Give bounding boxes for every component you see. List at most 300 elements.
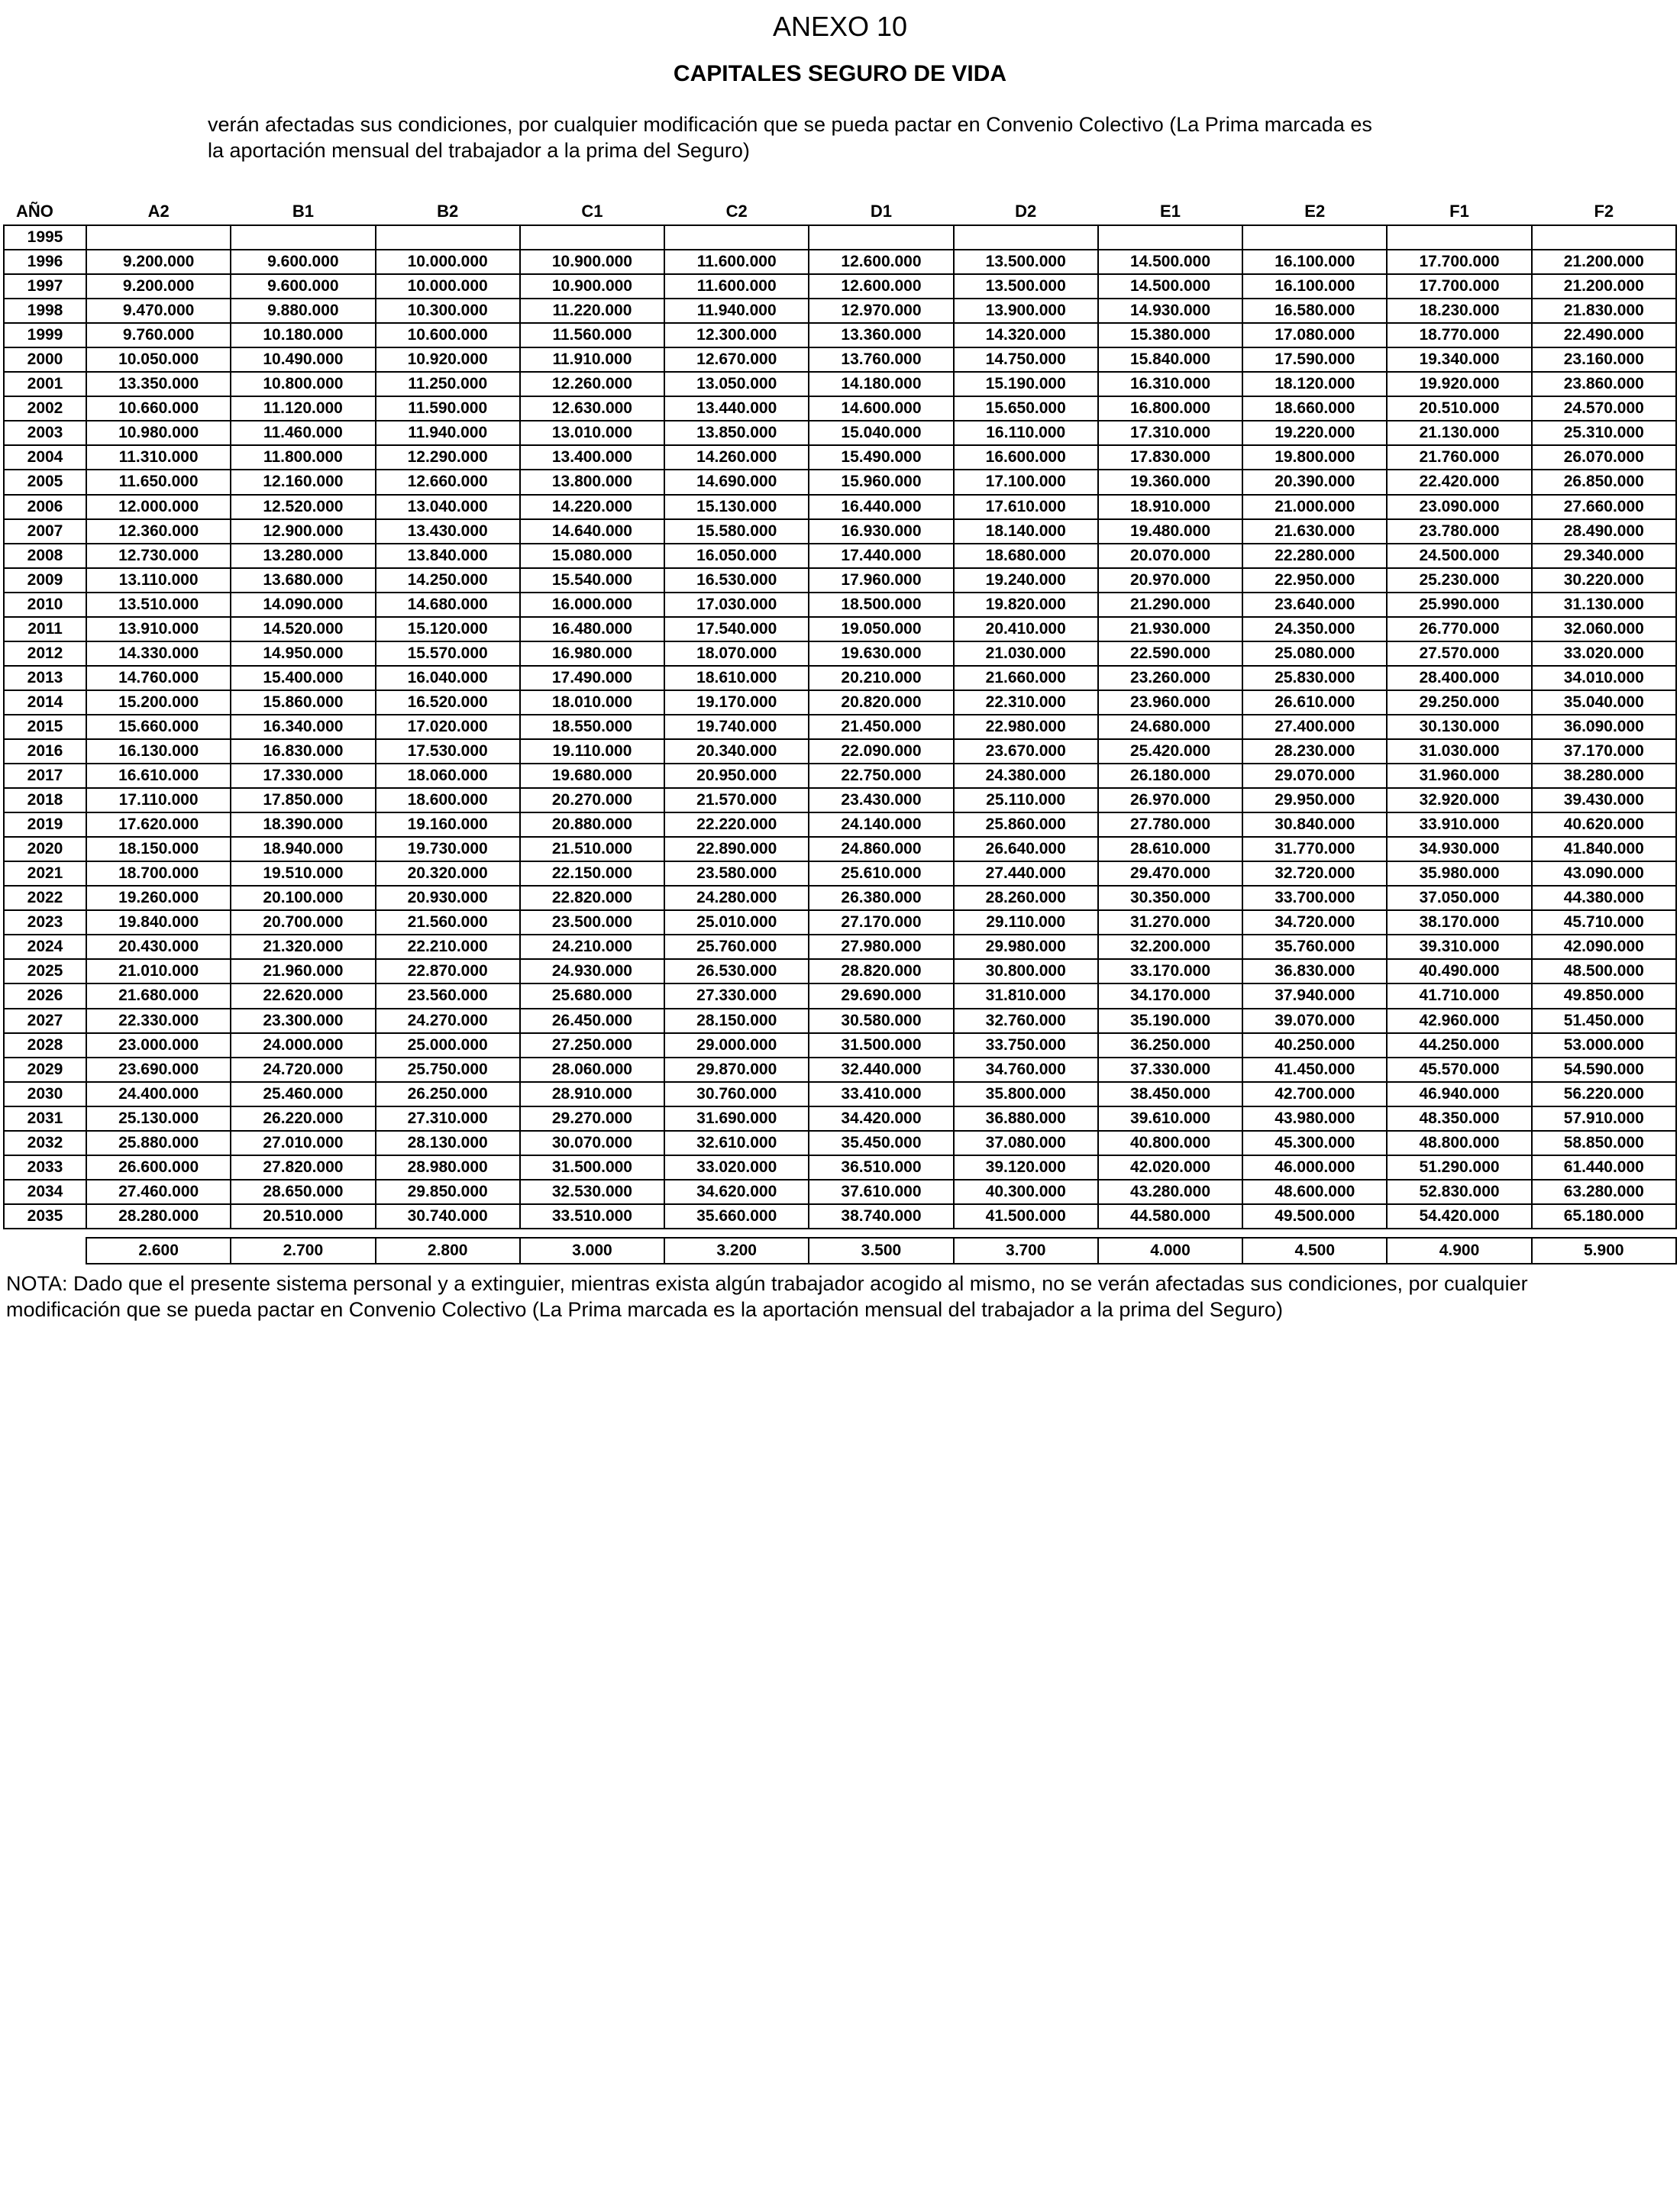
capital-cell: 15.580.000 [664,519,809,544]
capital-cell: 58.850.000 [1532,1131,1676,1155]
capital-cell: 10.000.000 [376,250,520,274]
capital-cell: 16.440.000 [809,495,953,519]
capital-cell: 25.010.000 [664,910,809,935]
year-cell: 2015 [4,715,86,739]
capital-cell: 11.650.000 [86,470,231,494]
capital-cell: 48.800.000 [1387,1131,1531,1155]
capital-cell: 19.820.000 [954,593,1098,617]
capital-cell: 13.050.000 [664,372,809,396]
header-category: E1 [1160,202,1181,221]
capital-cell: 30.740.000 [376,1204,520,1229]
capital-cell: 22.980.000 [954,715,1098,739]
gap-cell [520,1229,664,1238]
capital-cell: 40.620.000 [1532,812,1676,837]
capital-cell: 17.330.000 [231,764,375,788]
capital-cell: 12.970.000 [809,299,953,323]
capital-cell: 29.870.000 [664,1058,809,1082]
capital-cell: 18.390.000 [231,812,375,837]
gap-cell [86,1229,231,1238]
table-row [4,1155,1676,1180]
capital-cell: 24.210.000 [520,935,664,959]
capital-cell: 17.700.000 [1387,274,1531,299]
capital-cell: 18.680.000 [954,544,1098,568]
capital-cell: 12.730.000 [86,544,231,568]
gap-cell [1098,1229,1242,1238]
capital-cell: 22.150.000 [520,861,664,886]
capital-cell: 10.900.000 [520,274,664,299]
capital-cell: 19.050.000 [809,617,953,641]
capital-cell: 12.160.000 [231,470,375,494]
capital-cell: 26.850.000 [1532,470,1676,494]
capital-cell: 19.340.000 [1387,347,1531,372]
gap-cell [231,1229,375,1238]
capital-cell: 16.980.000 [520,641,664,666]
capital-cell: 25.000.000 [376,1033,520,1058]
header-category: D2 [1015,202,1037,221]
capital-cell: 12.290.000 [376,445,520,470]
header-category: E2 [1304,202,1326,221]
capital-cell: 14.520.000 [231,617,375,641]
capital-cell: 10.600.000 [376,323,520,347]
capital-cell: 20.210.000 [809,666,953,690]
capital-cell: 13.500.000 [954,250,1098,274]
capital-cell: 14.500.000 [1098,274,1242,299]
intro-paragraph [208,111,1506,163]
capital-cell: 20.510.000 [231,1204,375,1229]
capital-cell: 27.010.000 [231,1131,375,1155]
capital-cell: 43.280.000 [1098,1180,1242,1204]
capital-cell: 28.400.000 [1387,666,1531,690]
capital-cell: 35.450.000 [809,1131,953,1155]
capital-cell: 20.510.000 [1387,396,1531,421]
capital-cell: 17.110.000 [86,788,231,812]
year-cell: 2000 [4,347,86,372]
capital-cell: 40.800.000 [1098,1131,1242,1155]
capital-cell: 17.440.000 [809,544,953,568]
capital-cell: 14.260.000 [664,445,809,470]
capital-cell: 44.580.000 [1098,1204,1242,1229]
capital-cell: 32.440.000 [809,1058,953,1082]
capital-cell: 37.170.000 [1532,739,1676,764]
capital-cell: 51.450.000 [1532,1009,1676,1033]
prima-cell: 4.900 [1387,1238,1531,1264]
capital-cell: 41.450.000 [1242,1058,1387,1082]
table-row [4,764,1676,788]
capital-cell: 42.960.000 [1387,1009,1531,1033]
capital-cell: 30.580.000 [809,1009,953,1033]
table-row [4,396,1676,421]
capital-cell: 30.760.000 [664,1082,809,1106]
capital-cell: 28.650.000 [231,1180,375,1204]
capital-cell: 35.660.000 [664,1204,809,1229]
capital-cell: 22.950.000 [1242,568,1387,593]
capital-cell: 20.070.000 [1098,544,1242,568]
capital-cell: 15.650.000 [954,396,1098,421]
gap-cell [1242,1229,1387,1238]
capital-cell: 41.710.000 [1387,983,1531,1008]
capital-cell: 17.540.000 [664,617,809,641]
table-row [4,519,1676,544]
capital-cell: 28.130.000 [376,1131,520,1155]
capital-cell: 29.000.000 [664,1033,809,1058]
prima-cell: 2.600 [86,1238,231,1264]
capital-cell: 18.230.000 [1387,299,1531,323]
gap-cell [376,1229,520,1238]
capital-cell: 49.500.000 [1242,1204,1387,1229]
capital-cell: 21.030.000 [954,641,1098,666]
capital-cell: 18.550.000 [520,715,664,739]
table-row [4,347,1676,372]
capital-cell: 15.960.000 [809,470,953,494]
capital-cell: 9.600.000 [231,274,375,299]
capital-cell: 15.130.000 [664,495,809,519]
capital-cell: 15.120.000 [376,617,520,641]
capital-cell: 11.310.000 [86,445,231,470]
capital-cell: 11.590.000 [376,396,520,421]
capital-cell: 35.980.000 [1387,861,1531,886]
capital-cell: 54.590.000 [1532,1058,1676,1082]
capital-cell: 9.200.000 [86,274,231,299]
year-cell: 2033 [4,1155,86,1180]
capital-cell: 15.380.000 [1098,323,1242,347]
capital-cell: 23.560.000 [376,983,520,1008]
capital-cell: 13.760.000 [809,347,953,372]
capital-cell: 13.800.000 [520,470,664,494]
capital-cell: 20.390.000 [1242,470,1387,494]
capital-cell: 15.570.000 [376,641,520,666]
capital-cell: 15.040.000 [809,421,953,445]
capital-cell: 19.800.000 [1242,445,1387,470]
capital-cell: 24.270.000 [376,1009,520,1033]
capital-cell: 26.450.000 [520,1009,664,1033]
year-cell: 2006 [4,495,86,519]
capital-cell: 11.600.000 [664,250,809,274]
header-category: F1 [1449,202,1469,221]
capital-cell: 25.130.000 [86,1106,231,1131]
capital-cell: 9.200.000 [86,250,231,274]
capital-cell: 30.800.000 [954,959,1098,983]
table-row [4,886,1676,910]
year-cell: 1996 [4,250,86,274]
capital-cell: 49.850.000 [1532,983,1676,1008]
capital-cell: 13.280.000 [231,544,375,568]
capital-cell: 33.750.000 [954,1033,1098,1058]
capital-cell: 17.830.000 [1098,445,1242,470]
capital-cell: 34.420.000 [809,1106,953,1131]
capital-cell: 16.130.000 [86,739,231,764]
capital-cell: 13.110.000 [86,568,231,593]
capital-cell: 21.960.000 [231,959,375,983]
capital-cell: 19.480.000 [1098,519,1242,544]
capital-cell [1098,225,1242,250]
capital-cell: 33.510.000 [520,1204,664,1229]
capital-cell: 14.320.000 [954,323,1098,347]
capital-cell: 21.290.000 [1098,593,1242,617]
capital-cell: 28.060.000 [520,1058,664,1082]
capital-cell: 17.960.000 [809,568,953,593]
capital-cell: 56.220.000 [1532,1082,1676,1106]
capital-cell: 22.310.000 [954,690,1098,715]
capital-cell: 16.110.000 [954,421,1098,445]
capital-cell: 17.030.000 [664,593,809,617]
capital-cell: 46.940.000 [1387,1082,1531,1106]
table-row [4,1204,1676,1229]
capital-cell: 16.050.000 [664,544,809,568]
capital-cell: 15.660.000 [86,715,231,739]
capital-cell: 20.430.000 [86,935,231,959]
capital-cell: 28.910.000 [520,1082,664,1106]
year-cell: 2024 [4,935,86,959]
table-row [4,739,1676,764]
capital-cell: 17.020.000 [376,715,520,739]
year-cell: 2035 [4,1204,86,1229]
capital-cell: 63.280.000 [1532,1180,1676,1204]
capital-cell: 40.490.000 [1387,959,1531,983]
capital-cell: 19.510.000 [231,861,375,886]
gap-cell [1387,1229,1531,1238]
capital-cell: 13.010.000 [520,421,664,445]
capital-cell: 14.600.000 [809,396,953,421]
capital-cell: 27.460.000 [86,1180,231,1204]
capital-cell: 13.840.000 [376,544,520,568]
capital-cell: 22.220.000 [664,812,809,837]
capital-cell: 14.950.000 [231,641,375,666]
capital-cell: 18.140.000 [954,519,1098,544]
capital-cell: 22.280.000 [1242,544,1387,568]
capital-cell: 13.040.000 [376,495,520,519]
year-cell: 2028 [4,1033,86,1058]
year-cell: 2031 [4,1106,86,1131]
capital-cell: 16.340.000 [231,715,375,739]
capital-cell: 18.700.000 [86,861,231,886]
capital-cell: 17.100.000 [954,470,1098,494]
year-cell: 2004 [4,445,86,470]
year-cell: 1995 [4,225,86,250]
year-cell: 1998 [4,299,86,323]
capital-cell: 16.830.000 [231,739,375,764]
table-row [4,1058,1676,1082]
capital-table [3,199,1677,1264]
capital-cell [664,225,809,250]
capital-cell: 26.770.000 [1387,617,1531,641]
capital-cell: 26.220.000 [231,1106,375,1131]
capital-cell: 23.640.000 [1242,593,1387,617]
capital-cell: 30.130.000 [1387,715,1531,739]
capital-cell: 25.760.000 [664,935,809,959]
capital-cell: 23.580.000 [664,861,809,886]
capital-cell: 24.930.000 [520,959,664,983]
capital-cell: 9.470.000 [86,299,231,323]
table-row [4,959,1676,983]
capital-cell: 17.700.000 [1387,250,1531,274]
capital-cell: 15.080.000 [520,544,664,568]
capital-cell: 20.820.000 [809,690,953,715]
table-row [4,641,1676,666]
capital-cell: 13.400.000 [520,445,664,470]
capital-cell: 39.310.000 [1387,935,1531,959]
capital-cell: 48.350.000 [1387,1106,1531,1131]
capital-cell: 24.400.000 [86,1082,231,1106]
table-row [4,544,1676,568]
capital-cell: 14.220.000 [520,495,664,519]
capital-cell: 35.190.000 [1098,1009,1242,1033]
capital-cell: 23.090.000 [1387,495,1531,519]
capital-cell: 11.560.000 [520,323,664,347]
capital-cell: 10.800.000 [231,372,375,396]
capital-cell: 9.880.000 [231,299,375,323]
capital-cell: 29.250.000 [1387,690,1531,715]
capital-cell: 24.680.000 [1098,715,1242,739]
capital-cell: 18.910.000 [1098,495,1242,519]
capital-cell: 34.760.000 [954,1058,1098,1082]
capital-cell: 61.440.000 [1532,1155,1676,1180]
capital-cell: 26.610.000 [1242,690,1387,715]
year-cell: 2011 [4,617,86,641]
capital-cell: 16.520.000 [376,690,520,715]
capital-cell: 18.940.000 [231,837,375,861]
capital-cell: 19.110.000 [520,739,664,764]
capital-cell: 16.610.000 [86,764,231,788]
capital-cell: 33.020.000 [664,1155,809,1180]
year-cell: 2009 [4,568,86,593]
capital-cell: 19.840.000 [86,910,231,935]
capital-cell: 27.250.000 [520,1033,664,1058]
prima-cell: 3.700 [954,1238,1098,1264]
year-cell: 1997 [4,274,86,299]
year-cell: 2019 [4,812,86,837]
capital-cell: 10.900.000 [520,250,664,274]
capital-cell: 31.770.000 [1242,837,1387,861]
capital-cell: 38.450.000 [1098,1082,1242,1106]
capital-cell: 10.050.000 [86,347,231,372]
capital-cell: 21.200.000 [1532,250,1676,274]
capital-cell: 19.240.000 [954,568,1098,593]
capital-cell: 25.830.000 [1242,666,1387,690]
capital-cell: 11.600.000 [664,274,809,299]
capital-cell: 53.000.000 [1532,1033,1676,1058]
table-row [4,861,1676,886]
capital-cell: 31.030.000 [1387,739,1531,764]
capital-cell: 16.100.000 [1242,274,1387,299]
prima-cell: 3.000 [520,1238,664,1264]
intro-line-2: la aportación mensual del trabajador a la prima del Seguro) [208,139,750,162]
table-row [4,372,1676,396]
capital-cell: 21.130.000 [1387,421,1531,445]
capital-cell: 48.500.000 [1532,959,1676,983]
capital-cell: 22.490.000 [1532,323,1676,347]
capital-cell: 17.490.000 [520,666,664,690]
capital-cell [954,225,1098,250]
table-row [4,225,1676,250]
capital-cell: 12.000.000 [86,495,231,519]
capital-cell: 17.590.000 [1242,347,1387,372]
year-cell: 2016 [4,739,86,764]
capital-cell: 18.150.000 [86,837,231,861]
capital-cell: 37.080.000 [954,1131,1098,1155]
capital-cell: 12.630.000 [520,396,664,421]
capital-cell: 23.500.000 [520,910,664,935]
table-row [4,837,1676,861]
capital-cell: 15.840.000 [1098,347,1242,372]
prima-cell: 3.200 [664,1238,809,1264]
table-row [4,568,1676,593]
capital-cell: 23.430.000 [809,788,953,812]
table-row [4,323,1676,347]
capital-cell: 24.720.000 [231,1058,375,1082]
annex-title: ANEXO 10 [772,11,908,42]
capital-cell: 35.040.000 [1532,690,1676,715]
capital-cell: 23.300.000 [231,1009,375,1033]
capital-cell: 13.500.000 [954,274,1098,299]
capital-cell: 22.820.000 [520,886,664,910]
capital-cell: 17.080.000 [1242,323,1387,347]
capital-cell: 52.830.000 [1387,1180,1531,1204]
capital-cell: 18.060.000 [376,764,520,788]
capital-cell: 27.570.000 [1387,641,1531,666]
capital-cell: 19.730.000 [376,837,520,861]
capital-cell: 21.510.000 [520,837,664,861]
capital-cell: 22.330.000 [86,1009,231,1033]
capital-cell: 22.890.000 [664,837,809,861]
prima-cell: 3.500 [809,1238,953,1264]
capital-cell: 15.540.000 [520,568,664,593]
capital-cell: 32.610.000 [664,1131,809,1155]
capital-cell [1387,225,1531,250]
table-row [4,935,1676,959]
capital-cell: 36.880.000 [954,1106,1098,1131]
capital-cell: 13.680.000 [231,568,375,593]
prima-cell: 5.900 [1532,1238,1676,1264]
header-category: B2 [437,202,459,221]
capital-cell: 29.470.000 [1098,861,1242,886]
year-cell: 2007 [4,519,86,544]
capital-cell: 28.260.000 [954,886,1098,910]
capital-cell: 42.090.000 [1532,935,1676,959]
capital-cell: 22.590.000 [1098,641,1242,666]
capital-cell: 14.330.000 [86,641,231,666]
capital-cell: 21.760.000 [1387,445,1531,470]
capital-cell: 32.200.000 [1098,935,1242,959]
capital-cell: 24.380.000 [954,764,1098,788]
capital-cell: 10.980.000 [86,421,231,445]
capital-cell: 23.670.000 [954,739,1098,764]
capital-cell: 35.800.000 [954,1082,1098,1106]
capital-cell: 25.680.000 [520,983,664,1008]
year-cell: 2010 [4,593,86,617]
capital-cell: 19.360.000 [1098,470,1242,494]
capital-cell: 20.340.000 [664,739,809,764]
capital-cell: 24.000.000 [231,1033,375,1058]
capital-cell: 10.000.000 [376,274,520,299]
capital-cell: 21.000.000 [1242,495,1387,519]
capital-cell: 31.500.000 [809,1033,953,1058]
capital-cell: 39.610.000 [1098,1106,1242,1131]
capital-cell: 10.300.000 [376,299,520,323]
capital-cell: 40.250.000 [1242,1033,1387,1058]
capital-cell: 33.170.000 [1098,959,1242,983]
capital-cell: 41.500.000 [954,1204,1098,1229]
capital-cell: 21.320.000 [231,935,375,959]
capital-cell: 45.710.000 [1532,910,1676,935]
capital-cell: 41.840.000 [1532,837,1676,861]
capital-cell: 33.410.000 [809,1082,953,1106]
capital-cell: 29.270.000 [520,1106,664,1131]
capital-cell: 32.720.000 [1242,861,1387,886]
header-category: C1 [581,202,603,221]
gap-cell [809,1229,953,1238]
capital-cell: 13.440.000 [664,396,809,421]
capital-cell: 42.020.000 [1098,1155,1242,1180]
